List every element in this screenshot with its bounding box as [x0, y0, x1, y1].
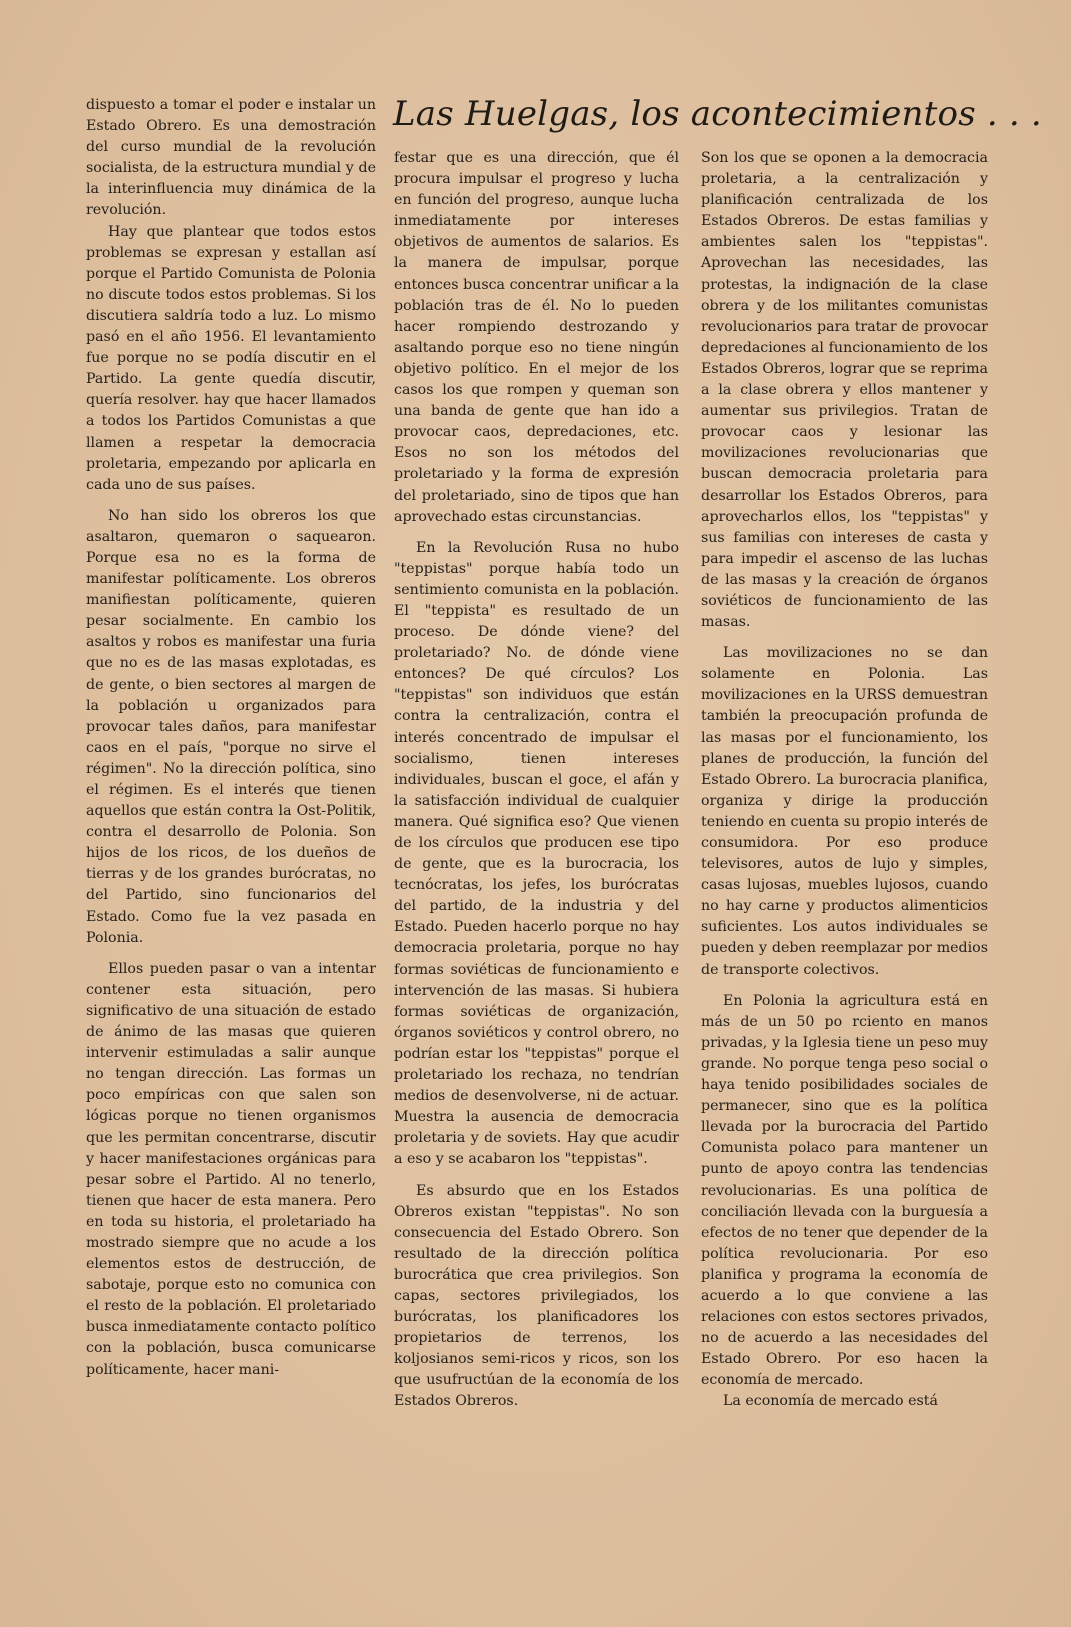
- paragraph: festar que es una dirección, que él procura impulsar el progreso y lucha en función del progreso, aunque lucha inmediatamente por intereses objetivos de aumentos de salarios. Es la manera de impulsar, porque entonces busca concentrar unificar a la población tras de él. No lo pueden hacer rompiendo destrozando y asaltando porque eso no tiene ningún objetivo político. En el mejor de los casos los que rompen y queman son una banda de gente que han ido a provocar caos, depredaciones, etc. Esos no son los métodos del proletariado y la forma de expresión del proletariado, sino de tipos que han aprovechado estas circunstancias.: [394, 150, 679, 525]
- paragraph: En Polonia la agricultura está en más de un 50 po rciento en manos privadas, y la Iglesia tiene un peso muy grande. No porque tenga peso social o haya tenido posibilidades sociales de permanecer, sino que es la política llevada por la burocracia del Partido Comunista polaco para mantener un punto de apoyo contra las tendencias revolucionarias. Es una política de conciliación llevada con la burguesía a efectos de no tener que depender de la política revolucionaria. Por eso planifica y programa la economía de acuerdo a lo que conviene a las relaciones con estos sectores privados, no de acuerdo a las necesidades del Estado Obrero. Por eso hacen la economía de mercado.: [701, 992, 988, 1389]
- paragraph: La economía de mercado está: [723, 1393, 938, 1410]
- paragraph: Hay que plantear que todos estos problemas se expresan y estallan así porque el Partido Comunista de Polonia no discute todos estos problemas. Si los discutiera saldría todo a luz. Lo mismo pasó en el año 1956. El levantamiento fue porque no se podía discutir en el Partido. La gente quedía discutir, quería resolver. hay que hacer llamados a todos los Partidos Comunistas a que llamen a respetar la democracia proletaria, empezando por aplicarla en cada uno de sus países.: [86, 223, 376, 493]
- paragraph: Ellos pueden pasar o van a intentar contener esta situación, pero significativo de una situación de estado de ánimo de las masas que quieren intervenir estimuladas a salir aunque no tengan dirección. Las formas un poco empíricas con que salen son lógicas porque no tienen organismos que les permitan concentrarse, discutir y hacer manifestaciones orgánicas para pesar sobre el Partido. Al no tenerlo, tienen que hacer de esta manera. Pero en toda su historia, el proletariado ha mostrado siempre que no acude a los elementos estos de destrucción, de sabotaje, porque esto no comunica con el resto de la población. El proletariado busca inmediatamente contacto político con la población, busca comunicarse políticamente, hacer mani-: [86, 960, 376, 1378]
- text-column-2: [394, 148, 679, 1413]
- text-column-1: [86, 95, 376, 1381]
- paragraph: No han sido los obreros los que asaltaron, quemaron o saquearon. Porque esa no es la forma de manifestar políticamente. Los obreros manifiestan políticamente, quieren pesar socialmente. En cambio los asaltos y robos es manifestar una furia que no es de las masas explotadas, es de gente, o bien sectores al margen de la población u organizados para provocar tales daños, para manifestar caos en el país, "porque no sirve el régimen". No la dirección política, sino el régimen. Es el interés que tienen aquellos que están contra la Ost-Politik, contra el desarrollo de Polonia. Son hijos de los ricos, de los dueños de tierras y de los grandes burócratas, no del Partido, sino funcionarios del Estado. Como fue la vez pasada en Polonia.: [86, 507, 376, 946]
- paragraph: Las movilizaciones no se dan solamente en Polonia. Las movilizaciones en la URSS demuestran también la preocupación profunda de las masas por el funcionamiento, los planes de producción, la función del Estado Obrero. La burocracia planifica, organiza y dirige la producción teniendo en cuenta su propio interés de consumidora. Por eso produce televisores, autos de lujo y simples, casas lujosas, muebles lujosos, cuando no hay carne y productos alimenticios suficientes. Los autos individuales se pueden y deben reemplazar por medios de transporte colectivos.: [701, 645, 988, 978]
- paragraph: dispuesto a tomar el poder e instalar un Estado Obrero. Es una demostración del curso mundial de la revolución socialista, de la estructura mundial y de la interinfluencia muy dinámica de la revolución.: [86, 97, 376, 219]
- article-headline: Las Huelgas, los acontecimientos . . .: [393, 94, 1042, 134]
- paragraph: En la Revolución Rusa no hubo "teppistas" porque había todo un sentimiento comunista en la población. El "teppista" es resultado de un proceso. De dónde viene? del proletariado? No. de dónde viene entonces? De qué círculos? Los "teppistas" son individuos que están contra la centralización, contra el interés concentrado de impulsar el socialismo, tienen intereses individuales, buscan el goce, el afán y la satisfacción individual de cualquier manera. Qué significa eso? Que vienen de los círculos que producen ese tipo de gente, que es la burocracia, los tecnócratas, los jefes, los burócratas del partido, de la industria y del Estado. Pueden hacerlo porque no hay democracia proletaria, porque no hay formas soviéticas de funcionamiento e intervención de las masas. Si hubiera formas soviéticas de organización, órganos soviéticos y control obrero, no podrían estar los "teppistas" porque el proletariado los rechaza, no tendrían medios de desenvolverse, ni de actuar. Muestra la ausencia de democracia proletaria y de soviets. Hay que acudir a eso y se acabaron los "teppistas".: [394, 539, 679, 1168]
- paragraph: Son los que se oponen a la democracia proletaria, a la centralización y planificación centralizada de los Estados Obreros. De estas familias y ambientes salen los "teppistas". Aprovechan las necesidades, las protestas, la indignación de la clase obrera y de los militantes comunistas revolucionarios para tratar de provocar depredaciones al funcionamiento de los Estados Obreros, lograr que se reprima a la clase obrera y ellos mantener y aumentar sus privilegios. Tratan de provocar caos y lesionar las movilizaciones revolucionarias que buscan democracia proletaria para desarrollar los Estados Obreros, para aprovecharlos ellos, los "teppistas" y sus familias con intereses de casta y para impedir el ascenso de las luchas de las masas y la creación de órganos soviéticos de funcionamiento de las masas.: [701, 150, 988, 631]
- paragraph: Es absurdo que en los Estados Obreros existan "teppistas". No son consecuencia del Estado Obrero. Son resultado de la dirección política burocrática que crea privilegios. Son capas, sectores privilegiados, los burócratas, los planificadores los propietarios de terrenos, los koljosianos semi-ricos y ricos, son los que usufructúan de la economía de los Estados Obreros.: [394, 1182, 679, 1410]
- text-column-3: [701, 148, 988, 1413]
